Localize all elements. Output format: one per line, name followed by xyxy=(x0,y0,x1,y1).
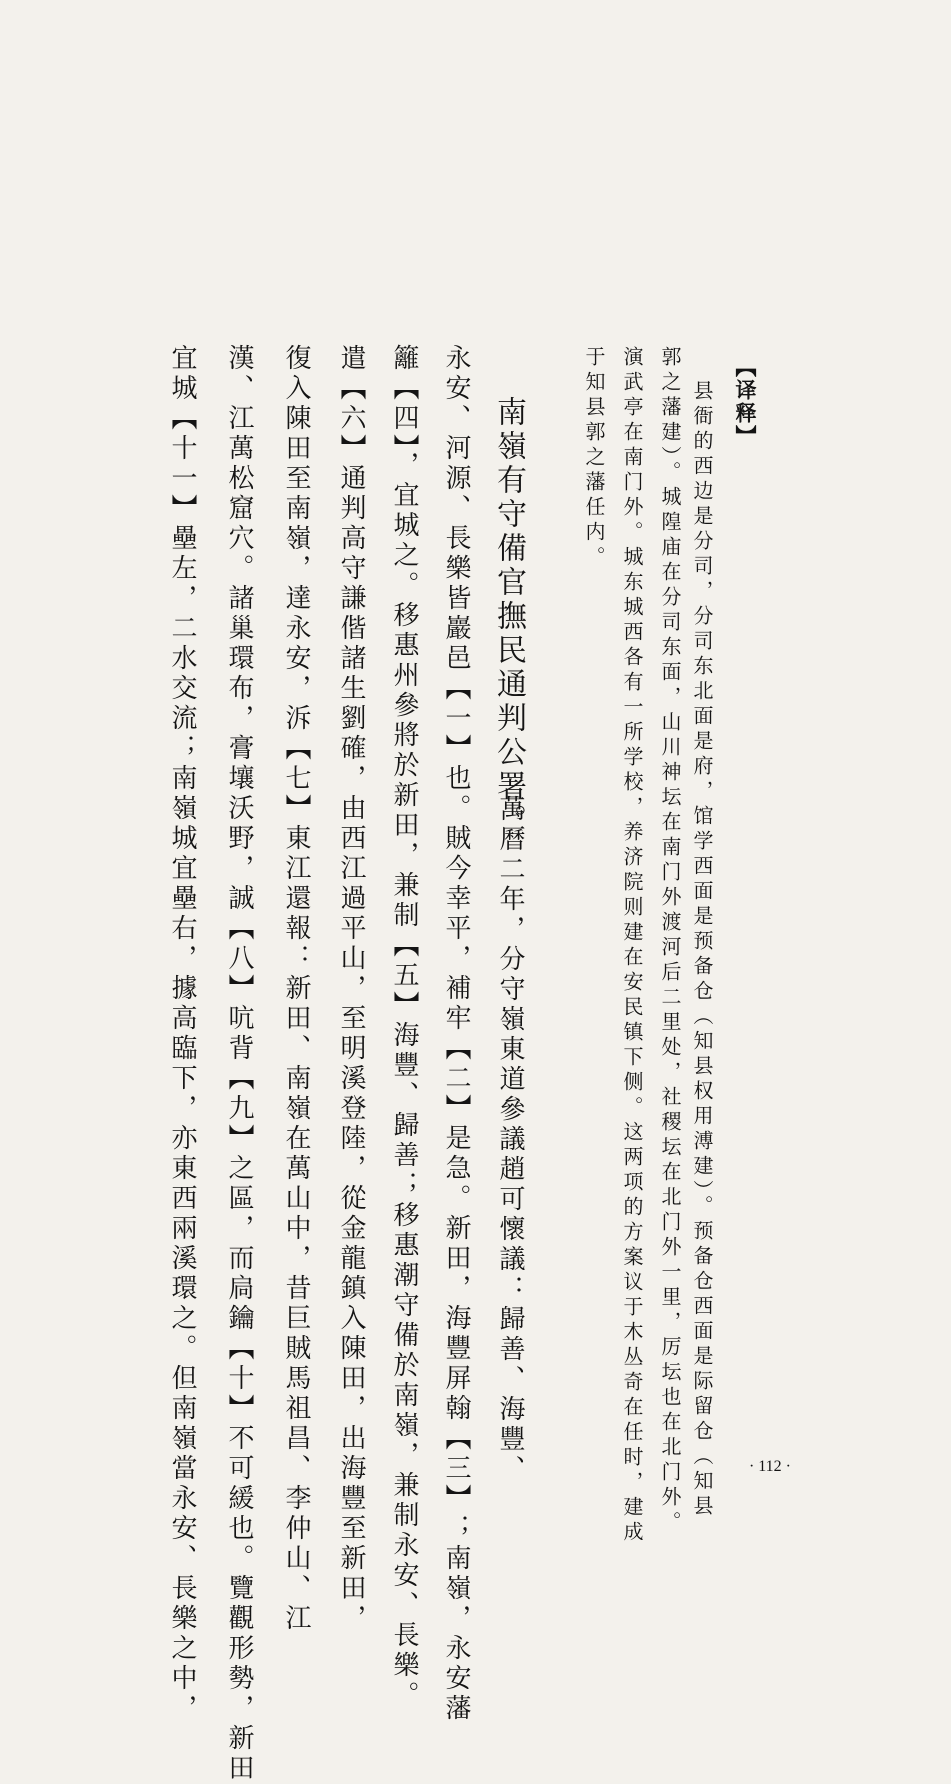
text-column: 萬曆二年，分守嶺東道參議趙可懷議：歸善、海豐、 xyxy=(495,795,525,1485)
translation-column: 于知县郭之藩任内。 xyxy=(582,346,606,571)
text-column: 籬【四】，宜城之。移惠州參將於新田，兼制【五】海豐、歸善；移惠潮守備於南嶺，兼制永安、長樂。 xyxy=(389,344,419,1711)
text-column: 遣【六】通判高守謙偕諸生劉確，由西江過平山，至明溪登陸，從金龍鎮入陳田，出海豐至新田， xyxy=(336,344,366,1634)
translation-column: 县衙的西边是分司，分司东北面是府，馆学西面是预备仓（知县权用溥建）。预备仓西面是际留仓（知县 xyxy=(690,380,714,1520)
translation-column: 演武亭在南门外。城东城西各有一所学校，养济院则建在安民镇下侧。这两项的方案议于木丛奇在任时，建成 xyxy=(620,346,644,1546)
page-number: · 112 · xyxy=(748,1458,791,1475)
text-column: 永安、河源、長樂皆巖邑【一】也。賊今幸平，補牢【二】是急。新田，海豐屏翰【三】；南嶺，永安藩 xyxy=(441,344,471,1724)
translation-column: 郭之藩建）。城隍庙在分司东面，山川神坛在南门外渡河后二里处，社稷坛在北门外一里，厉坛也在北门外。 xyxy=(658,346,682,1536)
text-column: 漢、江萬松窟穴。諸巢環布，膏壤沃野，誠【八】吭背【九】之區，而扃鑰【十】不可緩也。覽觀形勢，新田 xyxy=(224,344,254,1784)
text-column: 宜城【十一】壘左，二水交流；南嶺城宜壘右，據高臨下，亦東西兩溪環之。但南嶺當永安、長樂之中， xyxy=(167,344,197,1724)
section-title: 南嶺有守備官撫民通判公署。 xyxy=(491,396,526,838)
text-column: 復入陳田至南嶺，達永安，泝【七】東江還報：新田、南嶺在萬山中，昔巨賊馬祖昌、李仲山、江 xyxy=(281,344,311,1634)
translation-heading: 【译释】 xyxy=(733,356,757,448)
